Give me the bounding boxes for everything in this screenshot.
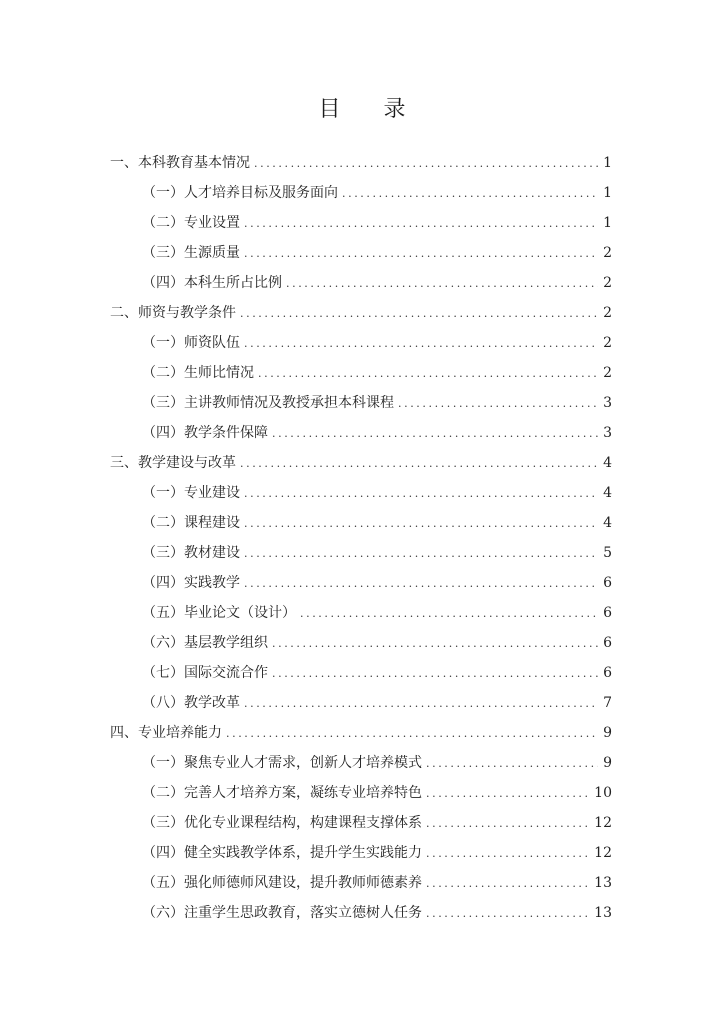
toc-entry-subsection[interactable] xyxy=(142,418,612,448)
dot-leader xyxy=(244,509,598,538)
toc-entry-label: （二）生师比情况 xyxy=(142,365,254,381)
toc-entry-subsection[interactable] xyxy=(142,328,612,358)
toc-entry-subsection[interactable] xyxy=(142,538,612,568)
dot-leader xyxy=(244,239,598,268)
toc-entry-page: 12 xyxy=(594,815,612,831)
toc-entry-page: 13 xyxy=(594,905,612,921)
toc-entry-page: 13 xyxy=(594,875,612,891)
toc-entry-label: （二）专业设置 xyxy=(142,215,240,231)
toc-entry-page: 6 xyxy=(603,605,612,621)
dot-leader xyxy=(272,419,598,448)
toc-entry-page: 4 xyxy=(603,485,612,501)
toc-entry-subsection[interactable] xyxy=(142,898,612,928)
toc-title: 目 录 xyxy=(318,97,424,122)
toc-entry-page: 6 xyxy=(603,575,612,591)
toc-entry-subsection[interactable] xyxy=(142,178,612,208)
toc-entry-subsection[interactable] xyxy=(142,208,612,238)
toc-entry-subsection[interactable] xyxy=(142,628,612,658)
toc-entry-label: （四）健全实践教学体系，提升学生实践能力 xyxy=(142,845,422,861)
dot-leader xyxy=(254,149,598,178)
toc-entry-subsection[interactable] xyxy=(142,748,612,778)
toc-entry-page: 9 xyxy=(603,755,612,771)
toc-entry-page: 6 xyxy=(603,635,612,651)
dot-leader xyxy=(240,449,598,478)
dot-leader xyxy=(244,479,598,508)
toc-entry-page: 4 xyxy=(603,455,612,471)
toc-entry-page: 12 xyxy=(594,845,612,861)
toc-entry-label: 四、专业培养能力 xyxy=(110,725,222,741)
toc-entry-subsection[interactable] xyxy=(142,838,612,868)
toc-entry-label: （一）聚焦专业人才需求，创新人才培养模式 xyxy=(142,755,422,771)
toc-entry-subsection[interactable] xyxy=(142,478,612,508)
dot-leader xyxy=(226,719,598,748)
toc-entry-label: （三）生源质量 xyxy=(142,245,240,261)
toc-entry-label: 三、教学建设与改革 xyxy=(110,455,236,471)
dot-leader xyxy=(244,209,598,238)
toc-entry-section[interactable] xyxy=(110,148,612,178)
dot-leader xyxy=(244,329,598,358)
dot-leader xyxy=(286,269,598,298)
toc-entry-subsection[interactable] xyxy=(142,508,612,538)
toc-entry-label: （六）注重学生思政教育，落实立德树人任务 xyxy=(142,905,422,921)
toc-entry-page: 6 xyxy=(603,665,612,681)
toc-entry-label: （五）强化师德师风建设，提升教师师德素养 xyxy=(142,875,422,891)
toc-entry-page: 4 xyxy=(603,515,612,531)
toc-entry-label: （四）教学条件保障 xyxy=(142,425,268,441)
dot-leader xyxy=(244,689,598,718)
toc-entry-subsection[interactable] xyxy=(142,868,612,898)
toc-entry-page: 2 xyxy=(603,245,612,261)
toc-entry-page: 3 xyxy=(603,395,612,411)
toc-entry-page: 2 xyxy=(603,275,612,291)
toc-entry-subsection[interactable] xyxy=(142,388,612,418)
toc-entry-subsection[interactable] xyxy=(142,658,612,688)
toc-entry-page: 2 xyxy=(603,365,612,381)
dot-leader xyxy=(272,659,598,688)
toc-entry-section[interactable] xyxy=(110,448,612,478)
toc-entry-subsection[interactable] xyxy=(142,268,612,298)
dot-leader xyxy=(426,809,590,838)
toc-entry-subsection[interactable] xyxy=(142,688,612,718)
toc-entry-label: （四）实践教学 xyxy=(142,575,240,591)
dot-leader xyxy=(426,899,590,928)
toc-entry-page: 2 xyxy=(603,335,612,351)
toc-entry-section[interactable] xyxy=(110,298,612,328)
toc-entry-label: （三）优化专业课程结构，构建课程支撑体系 xyxy=(142,815,422,831)
dot-leader xyxy=(244,569,598,598)
toc-entry-label: （二）课程建设 xyxy=(142,515,240,531)
dot-leader xyxy=(426,869,590,898)
dot-leader xyxy=(240,299,598,328)
dot-leader xyxy=(244,539,598,568)
toc-entry-page: 1 xyxy=(603,155,612,171)
toc-entry-page: 9 xyxy=(603,725,612,741)
toc-entry-subsection[interactable] xyxy=(142,808,612,838)
toc-entry-label: （一）师资队伍 xyxy=(142,335,240,351)
toc-entry-label: （六）基层教学组织 xyxy=(142,635,268,651)
toc-entry-page: 10 xyxy=(594,785,612,801)
toc-entry-subsection[interactable] xyxy=(142,238,612,268)
toc-entry-label: 二、师资与教学条件 xyxy=(110,305,236,321)
toc-entry-label: （三）教材建设 xyxy=(142,545,240,561)
toc-entry-subsection[interactable] xyxy=(142,568,612,598)
toc-entry-label: （七）国际交流合作 xyxy=(142,665,268,681)
dot-leader xyxy=(300,599,598,628)
dot-leader xyxy=(398,389,598,418)
dot-leader xyxy=(342,179,598,208)
toc-entry-subsection[interactable] xyxy=(142,358,612,388)
toc-entry-section[interactable] xyxy=(110,718,612,748)
toc-entry-subsection[interactable] xyxy=(142,778,612,808)
toc-entry-label: 一、本科教育基本情况 xyxy=(110,155,250,171)
toc-entry-page: 5 xyxy=(603,545,612,561)
toc-entry-page: 2 xyxy=(603,305,612,321)
toc-entry-label: （二）完善人才培养方案，凝练专业培养特色 xyxy=(142,785,422,801)
toc-entry-label: （八）教学改革 xyxy=(142,695,240,711)
toc-entry-page: 1 xyxy=(603,215,612,231)
dot-leader xyxy=(258,359,598,388)
dot-leader xyxy=(426,779,590,808)
toc-entry-label: （三）主讲教师情况及教授承担本科课程 xyxy=(142,395,394,411)
toc-entry-label: （一）人才培养目标及服务面向 xyxy=(142,185,338,201)
dot-leader xyxy=(426,839,590,868)
toc-entry-subsection[interactable] xyxy=(142,598,612,628)
toc-entry-page: 1 xyxy=(603,185,612,201)
toc-entry-label: （一）专业建设 xyxy=(142,485,240,501)
toc-entry-page: 7 xyxy=(603,695,612,711)
toc-entry-label: （四）本科生所占比例 xyxy=(142,275,282,291)
dot-leader xyxy=(426,749,598,778)
dot-leader xyxy=(272,629,598,658)
toc-entry-page: 3 xyxy=(603,425,612,441)
toc-entry-label: （五）毕业论文（设计） xyxy=(142,605,296,621)
